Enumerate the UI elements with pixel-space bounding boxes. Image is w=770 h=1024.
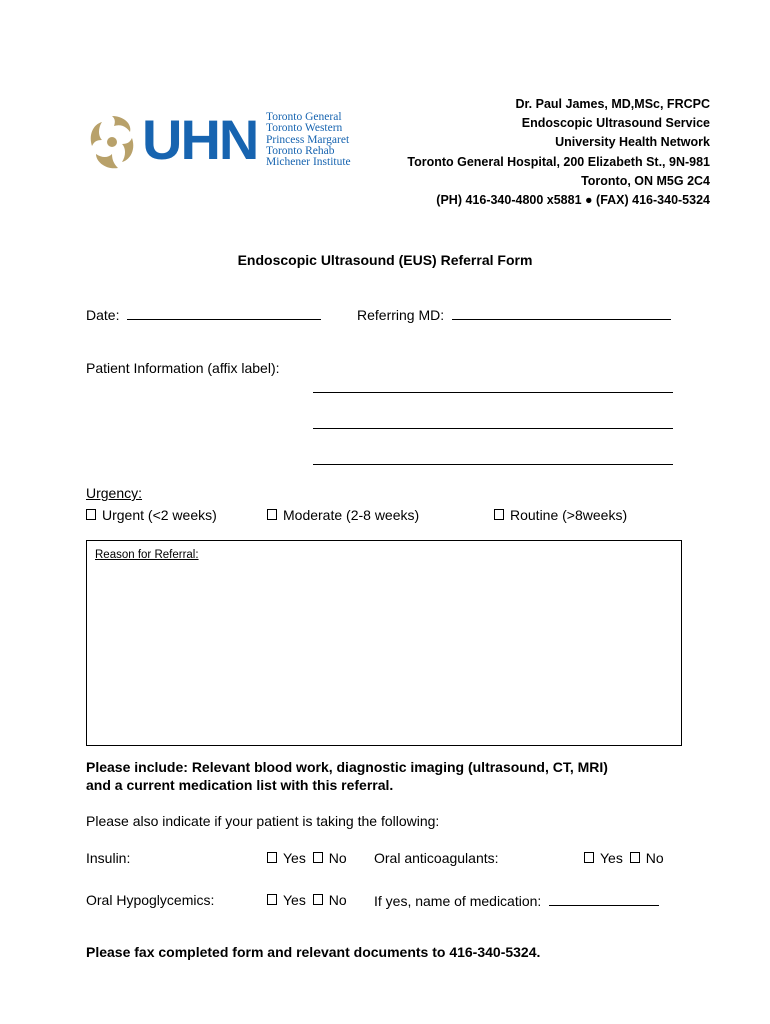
checkbox-icon[interactable]: [267, 894, 277, 905]
referring-row: [357, 306, 671, 323]
also-indicate-text: Please also indicate if your patient is taking the following:: [86, 813, 440, 829]
referring-md-field[interactable]: [452, 306, 671, 320]
insulin-label: Insulin:: [86, 850, 131, 866]
reason-for-referral-box[interactable]: [86, 540, 682, 746]
form-title: Endoscopic Ultrasound (EUS) Referral Form: [237, 252, 533, 268]
urgency-option-urgent[interactable]: [86, 507, 217, 523]
address-line: Endoscopic Ultrasound Service: [521, 116, 710, 131]
hospital-name: Toronto General: [266, 111, 342, 123]
yes-label: Yes: [600, 850, 623, 866]
urgency-option-moderate[interactable]: [267, 507, 419, 523]
insulin-options: [267, 850, 347, 866]
address-line: Toronto General Hospital, 200 Elizabeth St., 9N-981: [407, 154, 710, 169]
address-line: Dr. Paul James, MD,MSc, FRCPC: [515, 97, 710, 111]
urgency-label: Urgency:: [86, 485, 143, 501]
medication-name-row: [374, 892, 659, 909]
date-field[interactable]: [127, 306, 321, 320]
uhn-logo: [86, 108, 351, 172]
no-label: No: [328, 850, 347, 866]
date-row: [86, 306, 321, 323]
checkbox-icon[interactable]: [494, 509, 504, 520]
include-text-line-1: Please include: Relevant blood work, diagnostic imaging (ultrasound, CT, MRI): [86, 759, 608, 775]
address-block: [407, 95, 710, 210]
hospital-name: Toronto Rehab: [266, 144, 335, 157]
oral-hypoglycemics-options: [267, 892, 347, 908]
medication-name-field[interactable]: [549, 892, 659, 906]
yes-label: Yes: [283, 850, 306, 866]
reason-for-referral-label: Reason for Referral:: [95, 549, 199, 561]
medication-name-label: If yes, name of medication:: [374, 893, 542, 909]
checkbox-icon[interactable]: [267, 852, 277, 863]
uhn-emblem-icon: [86, 112, 138, 172]
include-text-line-2: and a current medication list with this referral.: [86, 777, 394, 793]
hospital-name: Toronto Western: [266, 122, 343, 135]
checkbox-icon[interactable]: [584, 852, 594, 863]
patient-info-line-2[interactable]: [313, 428, 673, 429]
urgency-option-label: Moderate (2-8 weeks): [283, 507, 420, 523]
referring-md-label: Referring MD:: [357, 307, 445, 323]
address-line: (PH) 416-340-4800 x5881 ● (FAX) 416-340-5324: [436, 193, 710, 208]
date-label: Date:: [86, 307, 120, 323]
hospital-name: Princess Margaret: [266, 133, 350, 146]
urgency-option-label: Urgent (<2 weeks): [102, 507, 217, 523]
checkbox-icon[interactable]: [313, 852, 323, 863]
checkbox-icon[interactable]: [630, 852, 640, 863]
no-label: No: [645, 850, 664, 866]
checkbox-icon[interactable]: [267, 509, 277, 520]
checkbox-icon[interactable]: [313, 894, 323, 905]
patient-info-line-1[interactable]: [313, 392, 673, 393]
patient-info-label: Patient Information (affix label):: [86, 360, 280, 376]
oral-anticoagulants-label: Oral anticoagulants:: [374, 850, 499, 866]
address-line: Toronto, ON M5G 2C4: [581, 173, 710, 188]
no-label: No: [328, 892, 347, 908]
patient-info-line-3[interactable]: [313, 464, 673, 465]
uhn-wordmark: UHN: [142, 108, 258, 171]
hospital-list: [266, 112, 351, 168]
address-line: University Health Network: [555, 135, 710, 150]
yes-label: Yes: [283, 892, 306, 908]
checkbox-icon[interactable]: [86, 509, 96, 520]
fax-instruction: Please fax completed form and relevant documents to 416-340-5324.: [86, 944, 541, 960]
oral-anticoagulants-options: [584, 850, 664, 866]
oral-hypoglycemics-label: Oral Hypoglycemics:: [86, 892, 215, 908]
hospital-name: Michener Institute: [266, 156, 351, 169]
urgency-option-label: Routine (>8weeks): [510, 507, 628, 523]
urgency-option-routine[interactable]: [494, 507, 627, 523]
